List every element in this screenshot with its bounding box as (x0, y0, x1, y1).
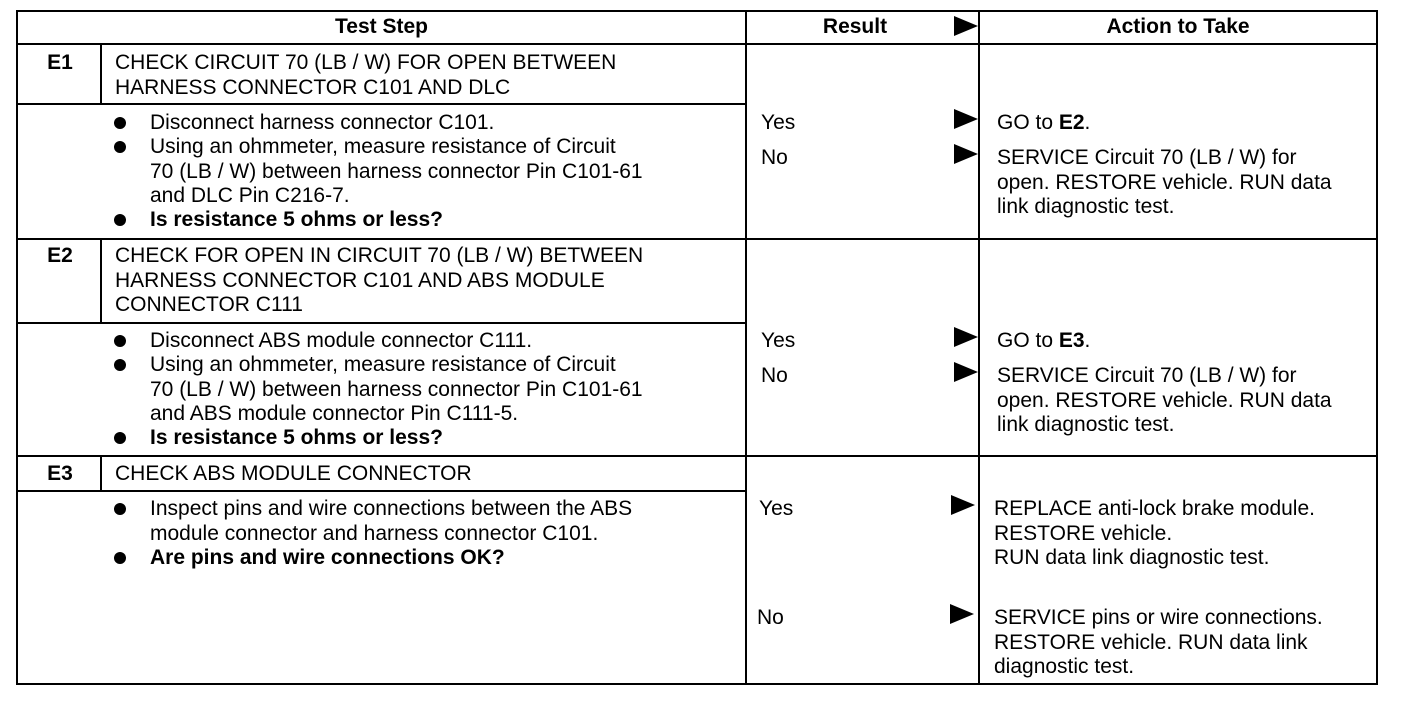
arrow-icon (954, 327, 978, 347)
arrow-icon (951, 495, 975, 515)
bullet-item: Inspect pins and wire connections between the ABS module connector and harness connector C101. (150, 497, 632, 546)
bullet-icon (114, 335, 126, 347)
bullet-icon (114, 141, 126, 153)
result-no: No (757, 606, 784, 629)
bullet-item: Is resistance 5 ohms or less? (150, 208, 443, 233)
result-yes: Yes (759, 497, 794, 520)
bullet-icon (114, 552, 126, 564)
action-text: SERVICE Circuit 70 (LB / W) for open. RESTORE vehicle. RUN data link diagnostic test. (997, 364, 1332, 436)
step-title: CHECK FOR OPEN IN CIRCUIT 70 (LB / W) BETWEEN HARNESS CONNECTOR C101 AND ABS MODULE CONNECTOR C111 (115, 244, 644, 316)
action-text: SERVICE pins or wire connections. RESTORE vehicle. RUN data link diagnostic test. (994, 606, 1323, 678)
bullet-item: Is resistance 5 ohms or less? (150, 426, 443, 451)
arrow-icon (954, 362, 978, 382)
header-arrow-icon (954, 16, 978, 36)
header-result: Result (822, 15, 888, 38)
header-test-step: Test Step (335, 15, 428, 38)
result-yes: Yes (761, 111, 796, 134)
bullet-item: Using an ohmmeter, measure resistance of Circuit 70 (LB / W) between harness connector Pin C101-61 and DLC Pin C216-7. (150, 135, 643, 209)
bullet-icon (114, 117, 126, 129)
step-id: E3 (47, 462, 73, 485)
action-text: REPLACE anti-lock brake module. RESTORE vehicle. RUN data link diagnostic test. (994, 497, 1315, 569)
bullet-item: Using an ohmmeter, measure resistance of Circuit 70 (LB / W) between harness connector Pin C101-61 and ABS module connector Pin C111-5. (150, 353, 643, 427)
bullet-item: Disconnect ABS module connector C111. (150, 329, 532, 354)
header-action: Action to Take (1106, 15, 1250, 38)
bullet-icon (114, 214, 126, 226)
step-title: CHECK ABS MODULE CONNECTOR (115, 462, 472, 485)
result-no: No (761, 364, 788, 387)
step-id: E1 (47, 51, 73, 74)
action-text: SERVICE Circuit 70 (LB / W) for open. RESTORE vehicle. RUN data link diagnostic test. (997, 146, 1332, 218)
arrow-icon (954, 144, 978, 164)
arrow-icon (950, 604, 974, 624)
bullet-item: Are pins and wire connections OK? (150, 546, 505, 571)
step-title: CHECK CIRCUIT 70 (LB / W) FOR OPEN BETWEEN HARNESS CONNECTOR C101 AND DLC (115, 51, 617, 99)
bullet-item: Disconnect harness connector C101. (150, 111, 494, 136)
bullet-icon (114, 503, 126, 515)
action-text: GO to E3. (997, 329, 1091, 352)
step-id: E2 (47, 244, 73, 267)
result-yes: Yes (761, 329, 796, 352)
action-text: GO to E2. (997, 111, 1091, 134)
bullet-icon (114, 432, 126, 444)
result-no: No (761, 146, 788, 169)
bullet-icon (114, 359, 126, 371)
arrow-icon (954, 109, 978, 129)
